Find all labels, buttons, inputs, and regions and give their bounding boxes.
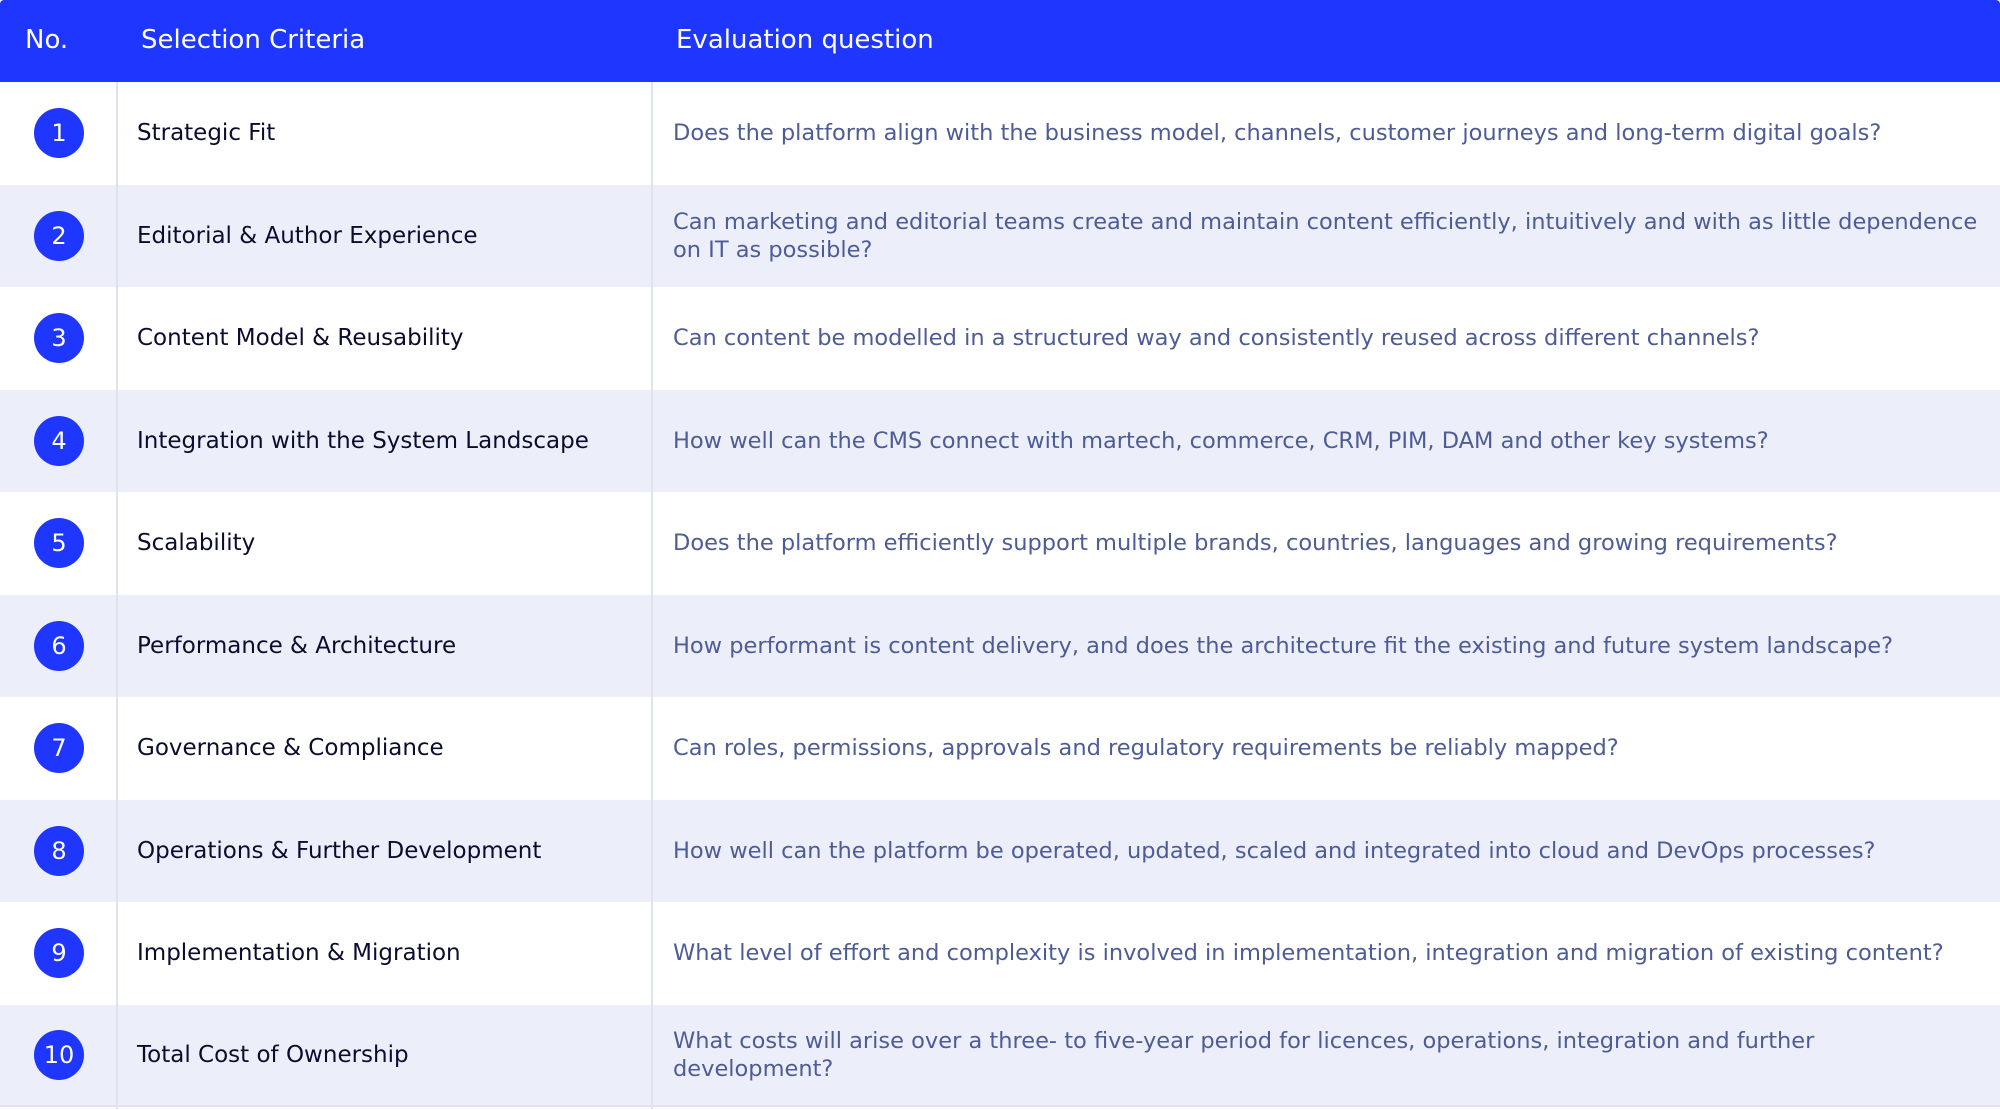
table-row (0, 492, 2000, 595)
table-row (0, 82, 2000, 185)
row-criteria: Content Model & Reusability (137, 325, 464, 352)
row-question: What level of effort and complexity is involved in implementation, integration and migration of existing content? (673, 940, 1944, 967)
row-question: How well can the CMS connect with martech, commerce, CRM, PIM, DAM and other key systems? (673, 427, 1769, 454)
row-number-badge: 4 (34, 416, 84, 466)
row-criteria: Strategic Fit (137, 120, 276, 147)
table-row (0, 697, 2000, 800)
row-criteria: Total Cost of Ownership (137, 1041, 409, 1068)
row-criteria: Operations & Further Development (137, 837, 542, 864)
row-criteria: Governance & Compliance (137, 735, 444, 762)
row-question: How performant is content delivery, and does the architecture fit the existing and future system landscape? (673, 632, 1894, 659)
row-number-badge: 8 (34, 826, 84, 876)
row-criteria: Scalability (137, 530, 256, 557)
row-question: Does the platform align with the business model, channels, customer journeys and long-term digital goals? (673, 120, 1882, 147)
table-row (0, 185, 2000, 288)
table-row (0, 390, 2000, 493)
table-row (0, 287, 2000, 390)
row-number-badge: 1 (34, 108, 84, 158)
row-number-badge: 6 (34, 621, 84, 671)
row-number-badge: 3 (34, 313, 84, 363)
row-question: Does the platform efficiently support multiple brands, countries, languages and growing requirements? (673, 530, 1838, 557)
column-divider (116, 82, 118, 1109)
column-divider (651, 82, 653, 1109)
header-no: No. (25, 25, 69, 55)
table-row (0, 595, 2000, 698)
row-criteria: Implementation & Migration (137, 940, 461, 967)
header-selection-criteria: Selection Criteria (141, 25, 366, 55)
table-row (0, 800, 2000, 903)
row-question: Can marketing and editorial teams create and maintain content efficiently, intuitively and with as little dependence on IT as possible? (673, 208, 1978, 263)
row-criteria: Editorial & Author Experience (137, 222, 478, 249)
table-row (0, 1005, 2000, 1108)
row-question: What costs will arise over a three- to five-year period for licences, operations, integration and further development? (673, 1027, 1815, 1082)
row-number-badge: 9 (34, 928, 84, 978)
row-question: Can content be modelled in a structured way and consistently reused across different channels? (673, 325, 1760, 352)
row-criteria: Integration with the System Landscape (137, 427, 589, 454)
row-number-badge: 10 (34, 1030, 84, 1080)
table-header (0, 0, 2000, 82)
row-question: How well can the platform be operated, updated, scaled and integrated into cloud and DevOps processes? (673, 837, 1876, 864)
row-question: Can roles, permissions, approvals and regulatory requirements be reliably mapped? (673, 735, 1619, 762)
row-number-badge: 5 (34, 518, 84, 568)
row-number-badge: 2 (34, 211, 84, 261)
header-evaluation-question: Evaluation question (676, 25, 934, 55)
table-row (0, 902, 2000, 1005)
table-body (0, 82, 2000, 1107)
row-criteria: Performance & Architecture (137, 632, 457, 659)
row-number-badge: 7 (34, 723, 84, 773)
